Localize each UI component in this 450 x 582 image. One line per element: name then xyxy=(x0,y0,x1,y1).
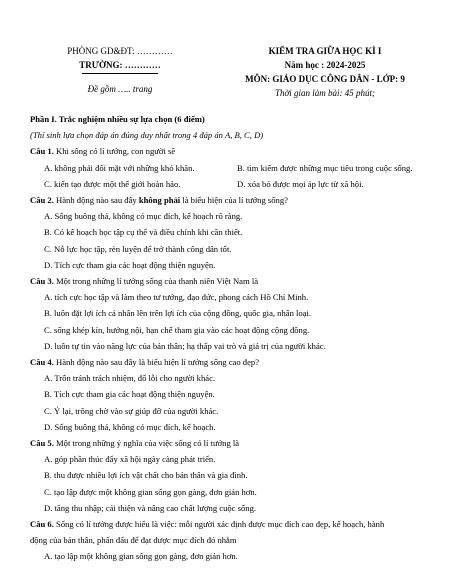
subject-line: MÔN: GIÁO DỤC CÔNG DÂN - LỚP: 9 xyxy=(245,74,405,84)
question-label: Câu 6. xyxy=(30,519,54,530)
option-a[interactable]: A. Sống buông thả, không có mục đích, kế hoạch rõ ràng. xyxy=(44,211,243,222)
school-year: Năm học : 2024-2025 xyxy=(284,60,366,70)
school-line: TRƯỜNG: ………… xyxy=(79,60,161,70)
question-1 xyxy=(30,143,430,159)
part-title: Phần I. Trắc nghiệm nhiều sự lựa chọn (6 điểm) xyxy=(30,114,205,124)
question-text: Một trong những lí tưởng sống của thanh niên Việt Nam là xyxy=(53,276,259,287)
option-a[interactable]: A. không phải đối mặt với những khó khăn. xyxy=(44,162,195,173)
option-b[interactable]: B. thu được nhiều lợi ích vật chất cho bản thân và gia đình. xyxy=(44,470,248,481)
option-a[interactable]: A. góp phần thúc đẩy xã hội ngày càng phát triển. xyxy=(44,454,216,465)
options-row xyxy=(30,160,430,176)
option-d[interactable]: D. luôn tự tin vào năng lực của bản thân; hạ thấp vai trò và giá trị của người khác. xyxy=(44,340,326,351)
pages-note: Đề gồm ….. trang xyxy=(87,84,153,94)
question-4 xyxy=(30,354,430,370)
options-row xyxy=(30,176,430,192)
option-d[interactable]: D. tăng thu nhập; cải thiện và nâng cao chất lượng cuộc sống. xyxy=(44,502,257,513)
exam-title: KIỂM TRA GIỮA HỌC KÌ I xyxy=(268,46,382,56)
question-label: Câu 2. xyxy=(30,195,54,206)
option-d[interactable]: D. xóa bỏ được mọi áp lực từ xã hội. xyxy=(237,178,364,189)
option-a[interactable]: A. tạo lập một không gian sống gọn gàng, đơn giản hơn. xyxy=(44,551,238,562)
option-c[interactable]: C. tạo lập được một không gian sống gọn gàng, đơn giản hơn. xyxy=(44,486,257,497)
option-c[interactable]: C. Nỗ lực học tập, rèn luyện để trở thành công dân tốt. xyxy=(44,243,232,254)
exam-content xyxy=(30,111,430,565)
option-d[interactable]: D. Tích cực tham gia các hoạt động thiện nguyện. xyxy=(44,259,216,270)
question-label: Câu 3. xyxy=(30,276,54,287)
header-right xyxy=(230,44,420,100)
question-text: là biểu hiện của lí tưởng sống? xyxy=(180,195,288,206)
part-instruction: (Thí sinh lựa chọn đáp án đúng duy nhất trong 4 đáp án A, B, C, D) xyxy=(30,130,264,141)
option-c[interactable]: C. Ỷ lại, trông chờ vào sự giúp đỡ của người khác. xyxy=(44,405,219,416)
option-b[interactable]: B. Có kế hoạch học tập cụ thể và điều chỉnh khi cần thiết. xyxy=(44,227,243,238)
question-text: Một trong những ý nghĩa của việc sống có lí tưởng là xyxy=(53,438,240,449)
header-left xyxy=(40,44,200,96)
question-5 xyxy=(30,435,430,451)
option-a[interactable]: A. tích cực học tập và làm theo tư tưởng, đạo đức, phong cách Hồ Chí Minh. xyxy=(44,292,309,303)
question-6 xyxy=(30,516,430,532)
option-b[interactable]: B. Tích cực tham gia các hoạt động thiện nguyện. xyxy=(44,389,215,400)
question-2 xyxy=(30,192,430,208)
question-label: Câu 4. xyxy=(30,357,54,368)
question-emphasis: không phải xyxy=(138,195,181,206)
time-line: Thời gian làm bài: 45 phút; xyxy=(274,88,376,98)
question-text: Hành động nào sau đây xyxy=(53,195,139,206)
option-b[interactable]: B. luôn đặt lợi ích cá nhân lên trên lợi ích của cộng đồng, quốc gia, nhân loại. xyxy=(44,308,312,319)
option-d[interactable]: D. Sống buông thả, không có mục đích, kế hoạch. xyxy=(44,421,216,432)
option-c[interactable]: C. kiến tạo được một thế giới hoàn hảo. xyxy=(44,178,181,189)
option-c[interactable]: C. sống khép kín, hướng nội, hạn chế tham gia vào các hoạt động cộng đồng. xyxy=(44,324,310,335)
question-text: Hành động nào sau đây là biểu hiện lí tưởng sống cao đẹp? xyxy=(53,357,260,368)
question-text-continued: động của bản thân, phấn đấu để đạt được mục đích đó nhằm xyxy=(30,535,237,546)
department-line: PHÒNG GD&ĐT: ………… xyxy=(67,46,173,56)
question-text: Sống có lí tưởng được hiểu là việc: mỗi người xác định được mục đích cao đẹp, kế hoạch, hành xyxy=(53,519,385,530)
question-3 xyxy=(30,273,430,289)
question-text: Khi sống có lí tưởng, con người sẽ xyxy=(53,146,176,157)
header-divider xyxy=(82,73,158,74)
question-label: Câu 5. xyxy=(30,438,54,449)
question-label: Câu 1. xyxy=(30,146,54,157)
option-b[interactable]: B. tìm kiếm được những mục tiêu trong cuộc sống. xyxy=(237,162,413,173)
option-a[interactable]: A. Trốn tránh trách nhiệm, đổ lỗi cho người khác. xyxy=(44,373,216,384)
